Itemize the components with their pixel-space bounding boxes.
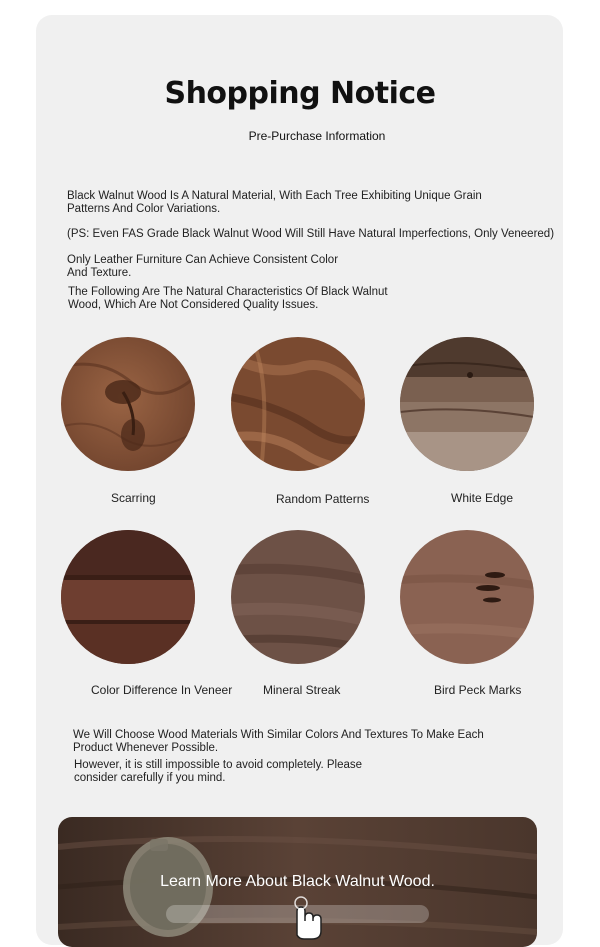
- learn-more-banner[interactable]: [58, 817, 537, 947]
- page-title: Shopping Notice: [164, 76, 436, 111]
- bird-peck-wood-sample: [400, 530, 534, 664]
- intro-paragraph-1: Black Walnut Wood Is A Natural Material, With Each Tree Exhibiting Unique Grain Patterns And Color Variations.: [67, 190, 482, 215]
- scarring-wood-sample: [61, 337, 195, 471]
- mineral-streak-label: Mineral Streak: [263, 683, 341, 697]
- intro-paragraph-2: (PS: Even FAS Grade Black Walnut Wood Will Still Have Natural Imperfections, Only Veneered): [67, 228, 555, 240]
- white-edge-label: White Edge: [451, 491, 514, 505]
- intro-paragraph-3: Only Leather Furniture Can Achieve Consistent Color And Texture.: [67, 254, 339, 279]
- scarring-label: Scarring: [111, 491, 156, 505]
- veneer-color-wood-sample: [61, 530, 195, 664]
- random-patterns-wood-sample: [231, 337, 365, 471]
- notice-card: [36, 15, 563, 945]
- page-subtitle: Pre-Purchase Information: [248, 129, 386, 143]
- closing-paragraph-2: However, it is still impossible to avoid completely. Please consider carefully if you mind.: [74, 759, 363, 784]
- veneer-color-label: Color Difference In Veneer: [91, 683, 233, 697]
- bird-peck-label: Bird Peck Marks: [434, 683, 522, 697]
- mineral-streak-wood-sample: [231, 530, 365, 664]
- random-patterns-label: Random Patterns: [276, 492, 370, 506]
- closing-paragraph-1: We Will Choose Wood Materials With Similar Colors And Textures To Make Each Product Whenever Possible.: [73, 729, 484, 754]
- intro-paragraph-4: The Following Are The Natural Characteristics Of Black Walnut Wood, Which Are Not Considered Quality Issues.: [68, 286, 388, 311]
- tap-hand-icon: [282, 893, 332, 943]
- learn-more-link[interactable]: Learn More About Black Walnut Wood.: [160, 873, 435, 890]
- white-edge-wood-sample: [400, 337, 534, 471]
